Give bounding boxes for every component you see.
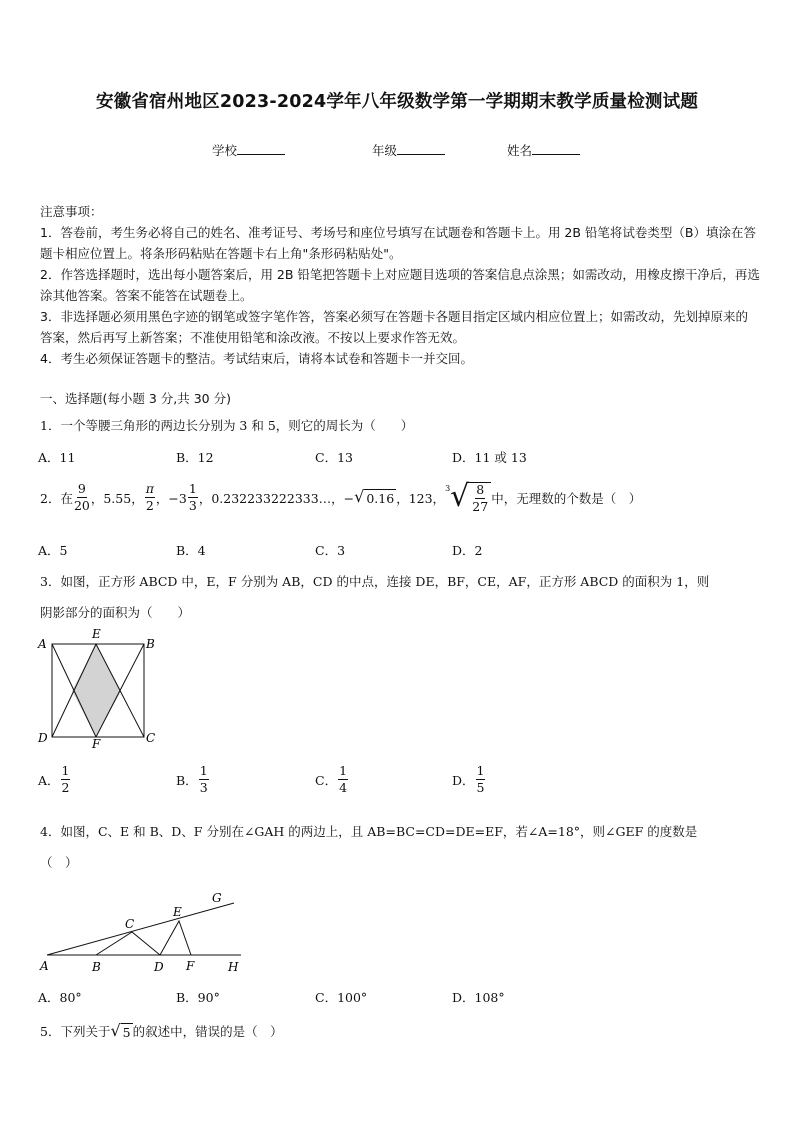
notice-heading: 注意事项： [40,204,103,219]
option-b: B．4 [176,543,206,558]
notice-item: 4．考生必须保证答题卡的整洁。考试结束后，请将本试卷和答题卡一并交回。 [40,351,473,366]
label-d: D [154,960,164,974]
school-field: 学校 [212,141,285,159]
option-d: D．11 或 13 [452,450,527,465]
label-h: H [228,960,239,974]
label-a: A [40,959,49,973]
angle-figure [34,884,254,976]
option-a: A．80° [38,990,82,1005]
cube-root: √ $\frac{8}{27}$ [450,482,491,513]
notice-item: 2．作答选择题时，选出每小题答案后，用 2B 铅笔把答题卡上对应题目选项的答案信息点涂黑；如需改动，用橡皮擦干净后，再选涂其他答案。答案不能答在试题卷上。 [40,267,760,303]
grade-field: 年级 [372,141,445,159]
page-title: 安徽省宿州地区2023-2024学年八年级数学第一学期期末教学质量检测试题 [95,92,699,112]
option-c: C．3 [315,543,346,558]
notice-item: 3．非选择题必须用黑色字迹的钢笔或签字笔作答，答案必须写在答题卡各题目指定区域内相应位置上；如需改动，先划掉原来的答案，然后再写上新答案；不准使用铅笔和涂改液。不按以上要求作答无效。 [40,309,748,345]
option-c: C．13 [315,450,353,465]
option-a: A．11 [38,450,76,465]
label-b: B [92,960,101,974]
question-3-line-1: 3．如图，正方形 ABCD 中，E，F 分别为 AB，CD 的中点，连接 DE，BF，CE，AF，正方形 ABCD 的面积为 1，则 [40,574,710,589]
label-b: B [146,637,155,651]
question-2: 2．在 $\frac{9}{20}$ ，5.55， $\frac{\pi}{2}$ ，−3 $\frac{1}{3}$ ，0.232233222333…，− √ 0.16 ，123， 3 √ $\frac{8}{27}$ 中，无理数的个数是（ ） [40,479,642,514]
option-a: A．5 [38,543,68,558]
label-g: G [212,891,222,905]
option-a: A． $\frac{1}{2}$ [38,763,70,795]
option-c: C． $\frac{1}{4}$ [315,763,348,795]
option-b: B． $\frac{1}{3}$ [176,763,208,795]
question-3-line-2: 阴影部分的面积为（ ） [40,605,191,620]
label-f: F [186,959,195,973]
option-d: D． $\frac{1}{5}$ [452,763,485,795]
ray-ag [47,903,234,955]
question-1: 1．一个等腰三角形的两边长分别为 3 和 5，则它的周长为（ ） [40,418,414,433]
notice-item: 1．答卷前，考生务必将自己的姓名、准考证号、考场号和座位号填写在试题卷和答题卡上。用 2B 铅笔将试卷类型（B）填涂在答题卡相应位置上。将条形码粘贴在答题卡右上角"条形码粘贴处"。 [40,225,757,261]
option-c: C．100° [315,990,368,1005]
square-figure [34,627,164,751]
option-b: B．90° [176,990,220,1005]
label-e: E [92,627,101,641]
question-4-line-2: （ ） [40,855,78,870]
label-a: A [38,637,47,651]
segment-chain [96,921,191,955]
question-5: 5．下列关于 √ 5 的叙述中，错误的是（ ） [40,1020,283,1040]
label-d: D [38,731,48,745]
option-b: B．12 [176,450,214,465]
square-root: √ 0.16 [354,487,395,506]
label-e: E [173,905,182,919]
shaded-region [72,644,121,737]
square-root: √ 5 [110,1020,131,1040]
name-field: 姓名 [507,141,580,159]
section-heading: 一、选择题(每小题 3 分,共 30 分) [40,391,231,406]
fraction: $\frac{\pi}{2}$ [145,481,154,513]
label-c: C [146,731,156,745]
label-f: F [92,737,101,751]
fraction: $\frac{1}{3}$ [188,481,197,513]
fraction: $\frac{9}{20}$ [73,481,90,513]
option-d: D．108° [452,990,505,1005]
option-d: D．2 [452,543,483,558]
notice-block [40,201,760,369]
question-4-line-1: 4．如图，C、E 和 B、D、F 分别在∠GAH 的两边上，且 AB=BC=CD=DE=EF，若∠A=18°，则∠GEF 的度数是 [40,824,698,839]
label-c: C [125,917,135,931]
